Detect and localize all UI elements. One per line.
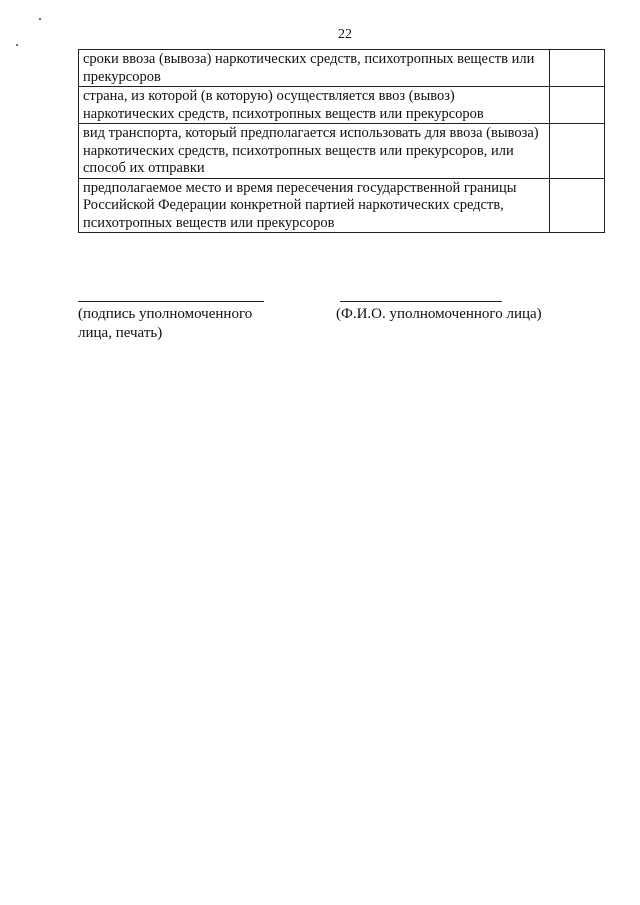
table-row (79, 124, 605, 179)
scan-artifact-dot (16, 44, 18, 46)
row-value-cell[interactable] (550, 50, 605, 87)
row-value-cell[interactable] (550, 178, 605, 233)
table-row (79, 50, 605, 87)
page-number: 22 (338, 27, 352, 42)
row-label: вид транспорта, который предполагается использовать для ввоза (вывоза) наркотических средств, психотропных веществ или прекурсоров, или способ их отправки (79, 124, 550, 179)
signature-label: (подпись уполномоченного лица, печать) (78, 306, 253, 341)
name-label: (Ф.И.О. уполномоченного лица) (336, 306, 542, 322)
row-label: предполагаемое место и время пересечения государственной границы Российской Федерации конкретной партией наркотических средств, психотропных веществ или прекурсоров (79, 178, 550, 233)
row-value-cell[interactable] (550, 87, 605, 124)
row-label: сроки ввоза (вывоза) наркотических средств, психотропных веществ или прекурсоров (79, 50, 550, 87)
row-label: страна, из которой (в которую) осуществляется ввоз (вывоз) наркотических средств, психотропных веществ или прекурсоров (79, 87, 550, 124)
name-block (336, 301, 550, 324)
signature-line (78, 301, 264, 302)
details-table (78, 49, 605, 233)
row-value-cell[interactable] (550, 124, 605, 179)
table-row (79, 178, 605, 233)
table-row (79, 87, 605, 124)
name-line (340, 301, 502, 302)
scan-artifact-dot (39, 18, 41, 20)
signature-block (78, 301, 264, 343)
